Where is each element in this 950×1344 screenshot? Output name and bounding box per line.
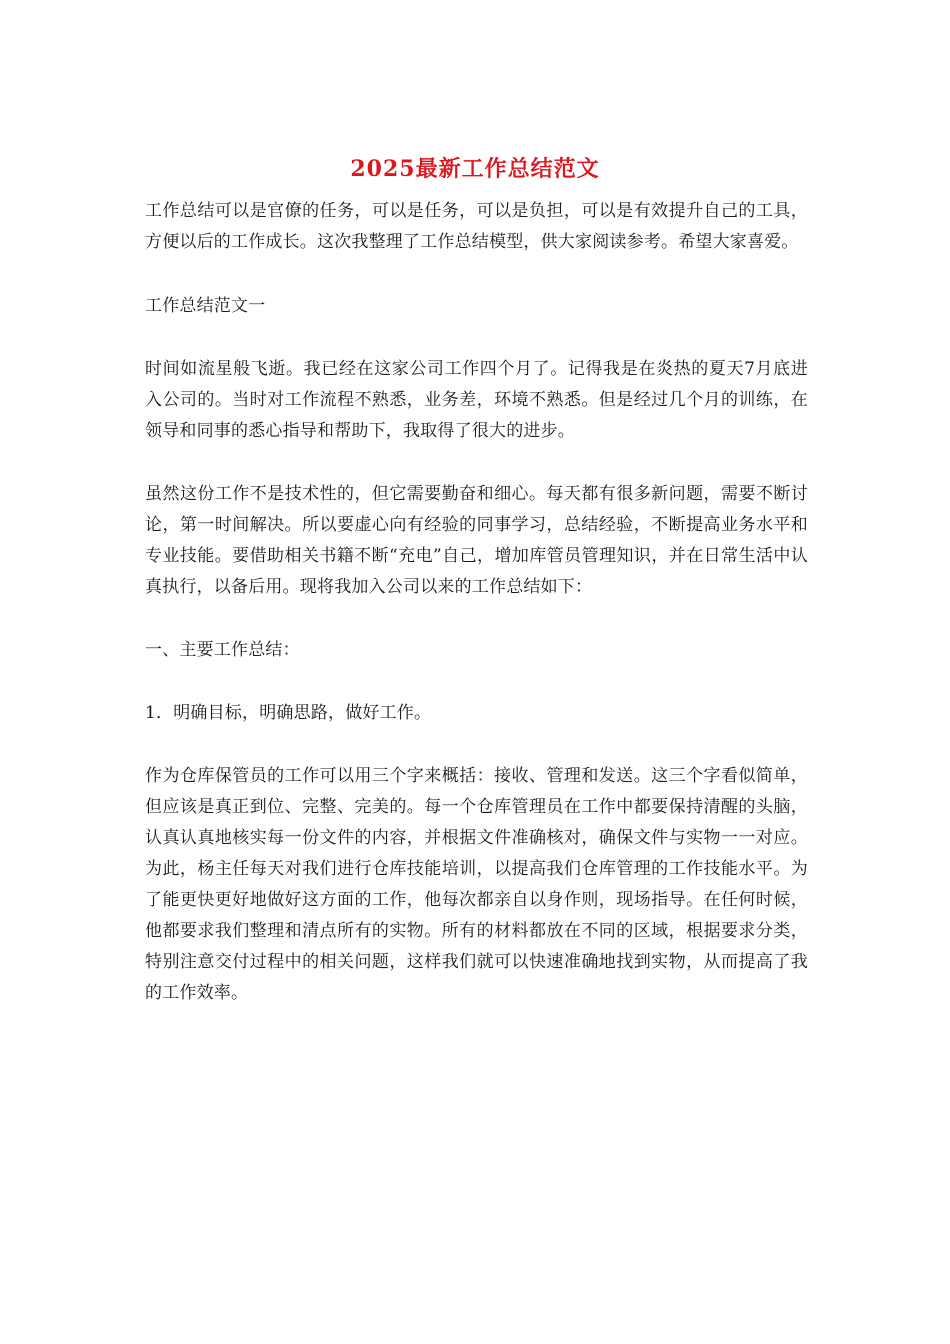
section-heading-main-work-summary: 一、主要工作总结： [145, 640, 300, 660]
intro-paragraph: 工作总结可以是官僚的任务，可以是任务，可以是负担，可以是有效提升自己的工具，方便以后的工作成长。这次我整理了工作总结模型，供大家阅读参考。希望大家喜爱。 [145, 201, 808, 252]
section-heading-sample-one: 工作总结范文一 [145, 296, 266, 316]
body-paragraph: 作为仓库保管员的工作可以用三个字来概括：接收、管理和发送。这三个字看似简单，但应该是真正到位、完整、完美的。每一个仓库管理员在工作中都要保持清醒的头脑，认真认真地核实每一份文件的内容，并根据文件准确核对，确保文件与实物一一对应。为此，杨主任每天对我们进行仓库技能培训，以提高我们仓库管理的工作技能水平。为了能更快更好地做好这方面的工作，他每次都亲自以身作则，现场指导。在任何时候，他都要求我们整理和清点所有的实物。所有的材料都放在不同的区域，根据要求分类，特别注意交付过程中的相关问题，这样我们就可以快速准确地找到实物，从而提高了我的工作效率。 [145, 766, 808, 1003]
document-title: 2025最新工作总结范文 [350, 156, 600, 182]
body-paragraph: 虽然这份工作不是技术性的，但它需要勤奋和细心。每天都有很多新问题，需要不断讨论，第一时间解决。所以要虚心向有经验的同事学习，总结经验，不断提高业务水平和专业技能。要借助相关书籍不断“充电”自己，增加库管员管理知识，并在日常生活中认真执行，以备后用。现将我加入公司以来的工作总结如下： [145, 484, 808, 597]
document-body [145, 196, 808, 1009]
body-paragraph: 时间如流星般飞逝。我已经在这家公司工作四个月了。记得我是在炎热的夏天7月底进入公司的。当时对工作流程不熟悉，业务差，环境不熟悉。但是经过几个月的训练，在领导和同事的悉心指导和帮助下，我取得了很大的进步。 [145, 359, 808, 441]
subsection-heading: 1．明确目标，明确思路，做好工作。 [145, 703, 432, 723]
